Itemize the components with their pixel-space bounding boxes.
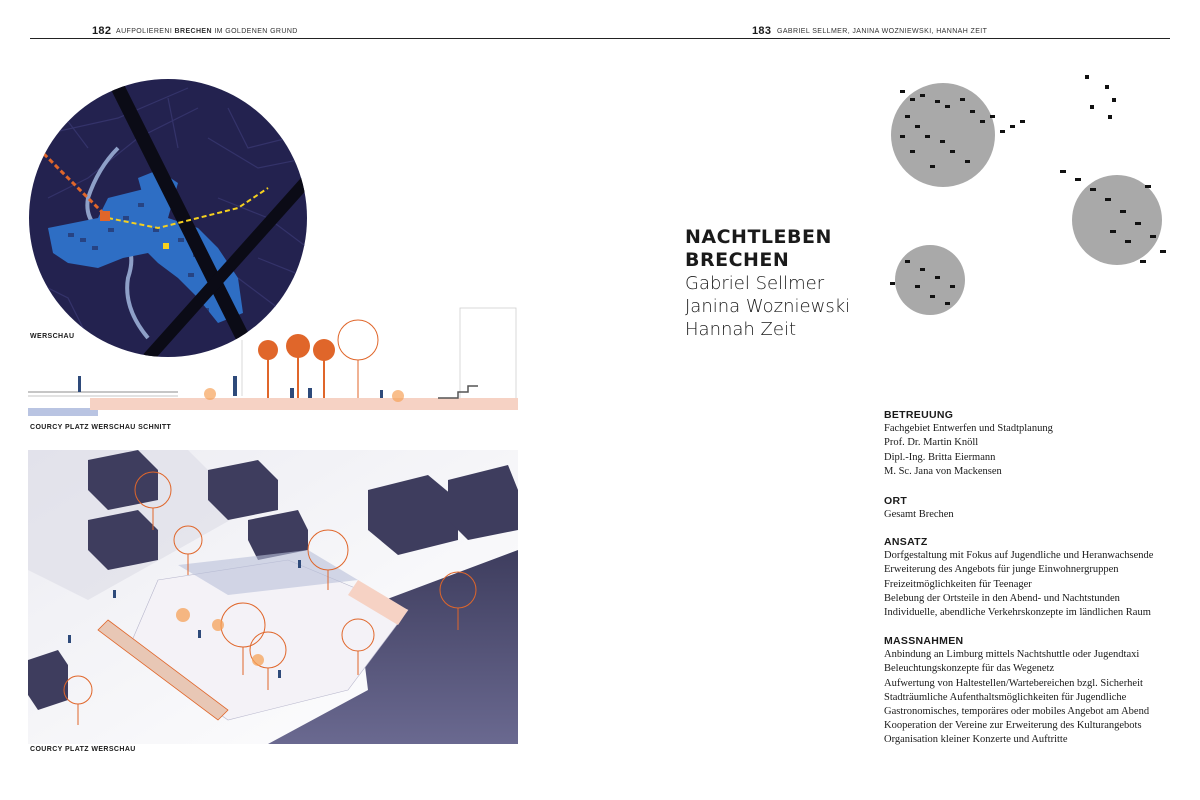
info-massnahmen <box>884 634 1174 748</box>
header-rule <box>30 38 1170 39</box>
running-bold: BRECHEN <box>174 28 212 35</box>
title-block <box>685 226 850 341</box>
massnahmen-heading: MASSNAHMEN <box>884 635 964 647</box>
section-people <box>78 376 383 398</box>
stop-marker <box>163 243 169 249</box>
info-ort <box>884 494 1174 522</box>
right-running-head: GABRIEL SELLMER, JANINA WOZNIEWSKI, HANNAH ZEIT <box>777 28 988 35</box>
section-light-1 <box>204 388 216 400</box>
section-trees <box>258 334 335 398</box>
ansatz-line: Dorfgestaltung mit Fokus auf Jugendliche und Heranwachsende <box>884 550 1154 562</box>
ansatz-heading: ANSATZ <box>884 536 928 548</box>
betreuung-line: M. Sc. Jana von Mackensen <box>884 465 1002 477</box>
massnahmen-line: Beleuchtungskonzepte für das Wegenetz <box>884 663 1055 675</box>
ansatz-line: Erweiterung des Angebots für junge Einwohnergruppen <box>884 564 1119 576</box>
betreuung-line: Dipl.-Ing. Britta Eiermann <box>884 451 996 463</box>
circle-b <box>1072 175 1162 265</box>
left-running-head <box>116 28 298 35</box>
massnahmen-line: Stadträumliche Aufenthaltsmöglichkeiten für Jugendliche <box>884 691 1127 703</box>
running-post: IM GOLDENEN GRUND <box>214 28 298 35</box>
section-figure <box>28 300 518 420</box>
section-light-2 <box>392 390 404 402</box>
settlement-diagram <box>880 70 1180 320</box>
caption-axo: COURCY PLATZ WERSCHAU <box>30 746 136 753</box>
section-platform <box>90 398 518 410</box>
caption-section: COURCY PLATZ WERSCHAU SCHNITT <box>30 424 172 431</box>
right-page-number: 183 <box>752 25 772 37</box>
ansatz-line: Individuelle, abendliche Verkehrskonzepte im ländlichen Raum <box>884 607 1151 619</box>
ansatz-line: Freizeitmöglichkeiten für Teenager <box>884 578 1032 590</box>
section-outline-tree <box>338 320 378 398</box>
running-pre: AUFPOLIEREN <box>116 28 170 35</box>
betreuung-line: Prof. Dr. Martin Knöll <box>884 437 979 449</box>
ort-heading: ORT <box>884 495 908 507</box>
project-title-line2: BRECHEN <box>685 249 790 271</box>
massnahmen-line: Aufwertung von Haltestellen/Wartebereichen bzgl. Sicherheit <box>884 677 1143 689</box>
section-building-outline <box>460 308 516 408</box>
ansatz-line: Belebung der Ortsteile in den Abend- und Nachtstunden <box>884 592 1120 604</box>
betreuung-line: Fachgebiet Entwerfen und Stadtplanung <box>884 423 1053 435</box>
center-marker <box>100 211 110 221</box>
info-ansatz <box>884 535 1174 620</box>
massnahmen-line: Gastronomisches, temporäres oder mobiles Angebot am Abend <box>884 706 1150 718</box>
section-water <box>28 408 98 416</box>
ort-line: Gesamt Brechen <box>884 509 954 521</box>
massnahmen-line: Kooperation der Vereine zur Erweiterung des Kulturangebots <box>884 720 1142 732</box>
running-sep: I <box>169 28 173 35</box>
author-1: Gabriel Sellmer <box>685 273 825 294</box>
massnahmen-line: Organisation kleiner Konzerte und Auftritte <box>884 734 1068 746</box>
left-page-number: 182 <box>92 25 112 37</box>
betreuung-heading: BETREUUNG <box>884 409 954 421</box>
info-betreuung <box>884 408 1174 479</box>
project-title-line1: NACHTLEBEN <box>685 226 832 248</box>
caption-map: WERSCHAU <box>30 333 75 340</box>
circle-c <box>895 245 965 315</box>
axonometric-figure <box>28 450 518 744</box>
author-3: Hannah Zeit <box>685 319 797 340</box>
massnahmen-line: Anbindung an Limburg mittels Nachtshuttle oder Jugendtaxi <box>884 649 1140 661</box>
circle-a <box>891 83 995 187</box>
author-2: Janina Wozniewski <box>685 296 851 317</box>
